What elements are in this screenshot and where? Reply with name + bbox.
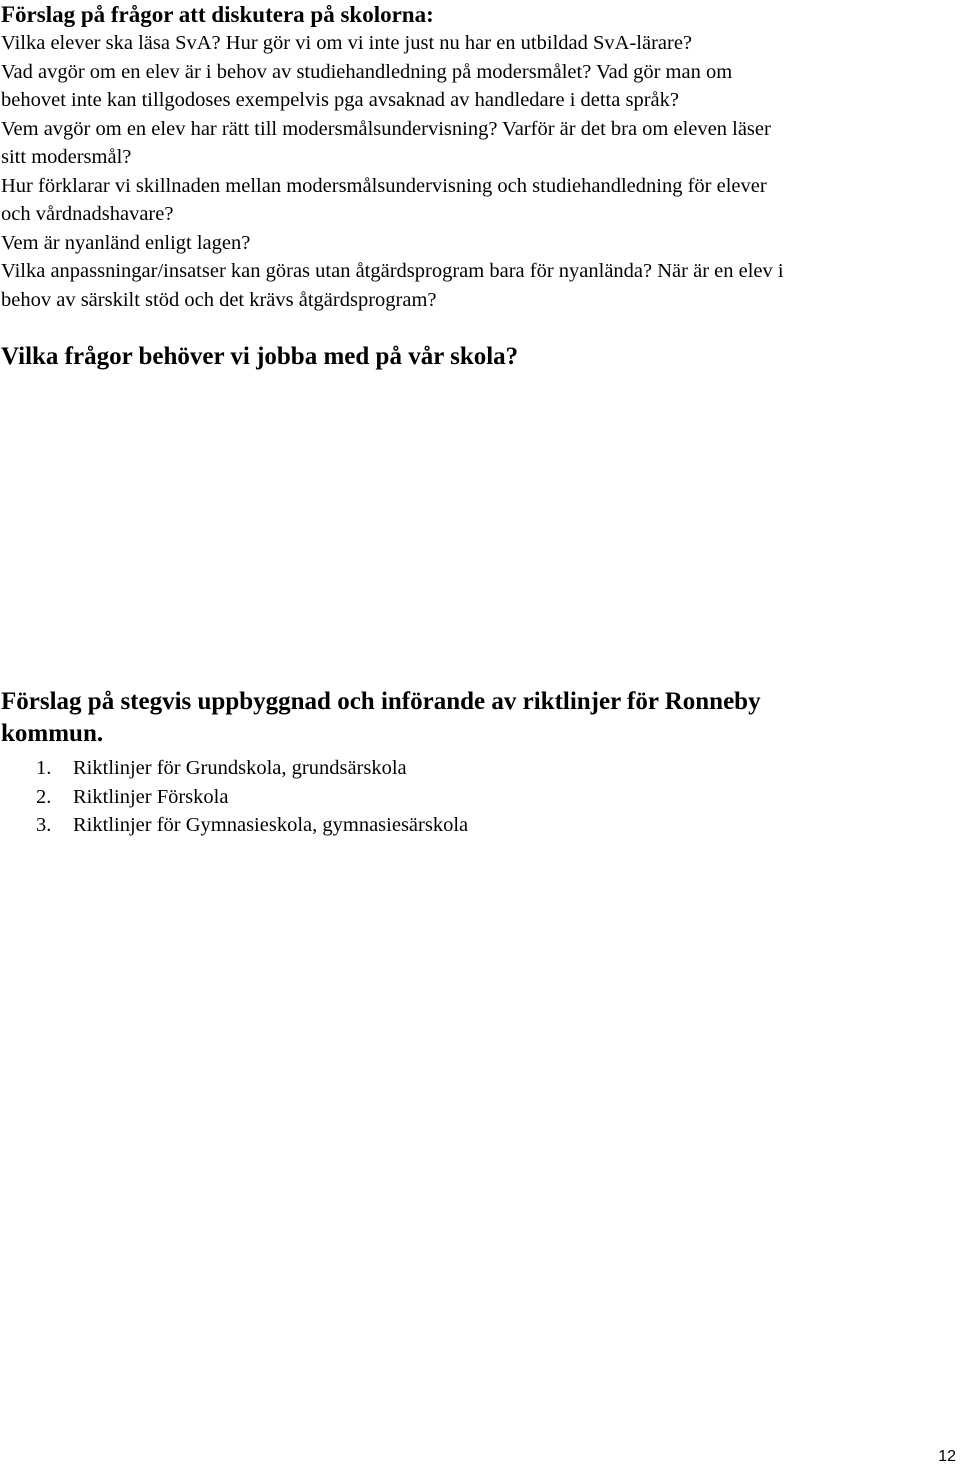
paragraph-line: Hur förklarar vi skillnaden mellan modersmålsundervisning och studiehandledning för elever	[1, 174, 767, 197]
paragraph-line: behovet inte kan tillgodoses exempelvis pga avsaknad av handledare i detta språk?	[1, 89, 679, 111]
section-heading-discussion-questions: Förslag på frågor att diskutera på skolorna:	[1, 2, 434, 27]
section-heading-school-questions: Vilka frågor behöver vi jobba med på vår skola?	[1, 343, 519, 370]
discussion-questions-section	[1, 0, 951, 314]
guidelines-list	[1, 754, 921, 840]
paragraph-line: Vad avgör om en elev är i behov av studiehandledning på modersmålet? Vad gör man om	[1, 60, 733, 83]
list-item-number: 1.	[36, 757, 52, 779]
paragraph-line: Vem avgör om en elev har rätt till modersmålsundervisning? Varför är det bra om eleven läser	[1, 117, 771, 140]
list-item	[1, 754, 921, 783]
paragraph-line: Vilka elever ska läsa SvA? Hur gör vi om vi inte just nu har en utbildad SvA-lärare?	[1, 32, 693, 54]
paragraph-line: Vilka anpassningar/insatser kan göras utan åtgärdsprogram bara för nyanlända? När är en elev i	[1, 260, 784, 282]
section-heading-guidelines-line2: kommun.	[1, 720, 104, 747]
paragraph-line: Vem är nyanländ enligt lagen?	[1, 231, 251, 254]
list-item-text: Riktlinjer för Grundskola, grundsärskola	[73, 757, 407, 779]
list-item	[1, 811, 921, 840]
paragraph-line: sitt modersmål?	[1, 146, 132, 168]
list-item-text: Riktlinjer för Gymnasieskola, gymnasiesärskola	[73, 814, 469, 836]
list-item-text: Riktlinjer Förskola	[73, 785, 229, 808]
guidelines-section	[1, 686, 921, 840]
list-item-number: 2.	[36, 785, 52, 808]
section-heading-guidelines-line1: Förslag på stegvis uppbyggnad och införande av riktlinjer för Ronneby	[1, 688, 761, 715]
list-item-number: 3.	[36, 814, 52, 836]
page-number: 12	[938, 1448, 956, 1465]
list-item	[1, 783, 921, 812]
school-questions-section	[1, 341, 951, 373]
paragraph-line: och vårdnadshavare?	[1, 203, 174, 225]
paragraph-line: behov av särskilt stöd och det krävs åtgärdsprogram?	[1, 288, 437, 311]
